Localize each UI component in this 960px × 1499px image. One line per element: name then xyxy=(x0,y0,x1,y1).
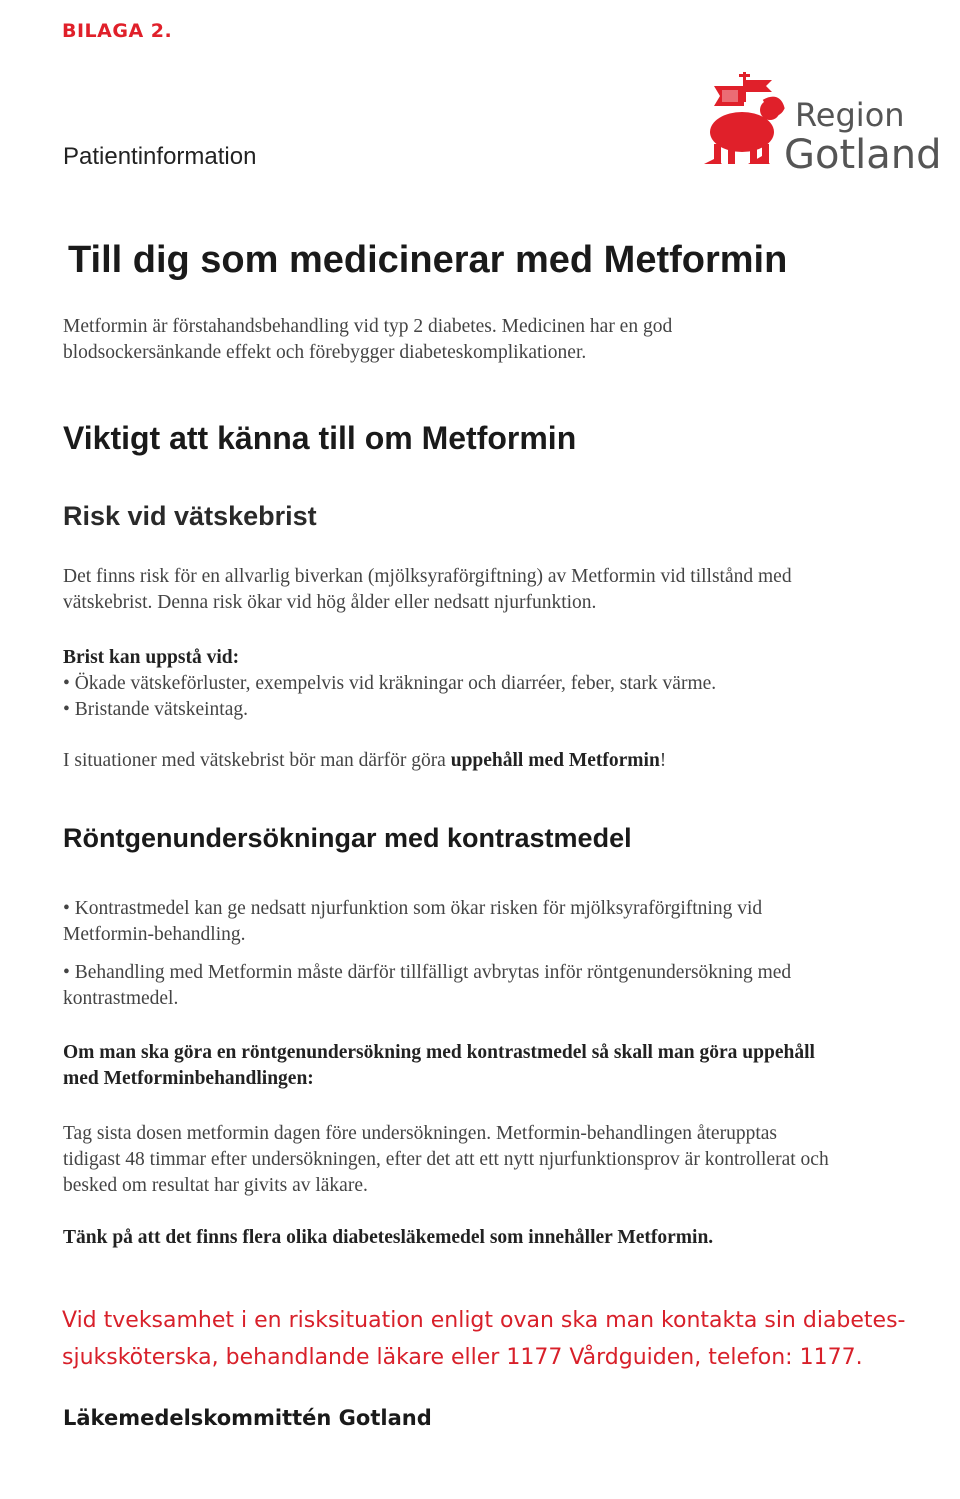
subsection-heading: Risk vid vätskebrist xyxy=(63,501,317,531)
bullet-line: kontrastmedel. xyxy=(63,988,179,1009)
contact-line: Vid tveksamhet i en risksituation enligt ovan ska man kontakta sin diabetes- xyxy=(62,1308,906,1333)
region-gotland-logo xyxy=(700,70,950,180)
conclusion-suffix: ! xyxy=(659,750,667,771)
contact-line: sjuksköterska, behandlande läkare eller 1177 Vårdguiden, telefon: 1177. xyxy=(62,1345,863,1370)
logo-region-text: Region xyxy=(795,96,905,134)
bold-line: Om man ska göra en röntgenundersökning med kontrastmedel så skall man göra uppehåll xyxy=(63,1042,815,1063)
paragraph-line: vätskebrist. Denna risk ökar vid hög ålder eller nedsatt njurfunktion. xyxy=(63,592,597,613)
dosage-paragraph xyxy=(63,1121,943,1199)
conclusion-text xyxy=(63,748,943,774)
list-item: • Bristande vätskeintag. xyxy=(63,699,248,720)
list-item: • Ökade vätskeförluster, exempelvis vid kräkningar och diarréer, feber, stark värme. xyxy=(63,673,717,694)
section-heading: Viktigt att känna till om Metformin xyxy=(63,420,577,456)
page-title: Till dig som medicinerar med Metformin xyxy=(68,239,788,281)
list-heading: Brist kan uppstå vid: xyxy=(63,647,240,668)
pause-instruction xyxy=(63,1040,943,1092)
risk-paragraph xyxy=(63,564,943,616)
bullet-line: • Behandling med Metformin måste därför tillfälligt avbrytas inför röntgenundersökning med xyxy=(63,962,792,983)
conclusion-prefix: I situationer med vätskebrist bör man därför göra xyxy=(63,750,451,771)
paragraph-line: besked om resultat har givits av läkare. xyxy=(63,1175,368,1196)
gotland-ram-icon xyxy=(700,70,950,180)
bullet-line: Metformin-behandling. xyxy=(63,924,246,945)
intro-line: blodsockersänkande effekt och förebygger diabeteskomplikationer. xyxy=(63,342,587,363)
reminder-text: Tänk på att det finns flera olika diabetesläkemedel som innehåller Metformin. xyxy=(63,1227,714,1248)
signature: Läkemedelskommittén Gotland xyxy=(63,1406,432,1430)
contrast-bullet xyxy=(63,896,943,948)
paragraph-line: Det finns risk för en allvarlig biverkan (mjölksyraförgiftning) av Metformin vid tillstånd med xyxy=(63,566,792,587)
intro-line: Metformin är förstahandsbehandling vid typ 2 diabetes. Medicinen har en god xyxy=(63,316,673,337)
contact-notice xyxy=(62,1302,942,1376)
logo-gotland-text: Gotland xyxy=(784,132,942,178)
shortage-list xyxy=(63,645,943,723)
intro-text xyxy=(63,314,943,366)
paragraph-line: tidigast 48 timmar efter undersökningen, efter det att ett nytt njurfunktionsprov är kontrollerat och xyxy=(63,1149,829,1170)
document-type: Patientinformation xyxy=(63,143,257,170)
appendix-label: BILAGA 2. xyxy=(62,20,173,42)
conclusion-emphasis: uppehåll med Metformin xyxy=(450,750,660,771)
bold-line: med Metforminbehandlingen: xyxy=(63,1068,314,1089)
paragraph-line: Tag sista dosen metformin dagen före undersökningen. Metformin-behandlingen återupptas xyxy=(63,1123,777,1144)
section-heading: Röntgenundersökningar med kontrastmedel xyxy=(63,823,632,853)
bullet-line: • Kontrastmedel kan ge nedsatt njurfunktion som ökar risken för mjölksyraförgiftning vid xyxy=(63,898,763,919)
contrast-bullet xyxy=(63,960,943,1012)
